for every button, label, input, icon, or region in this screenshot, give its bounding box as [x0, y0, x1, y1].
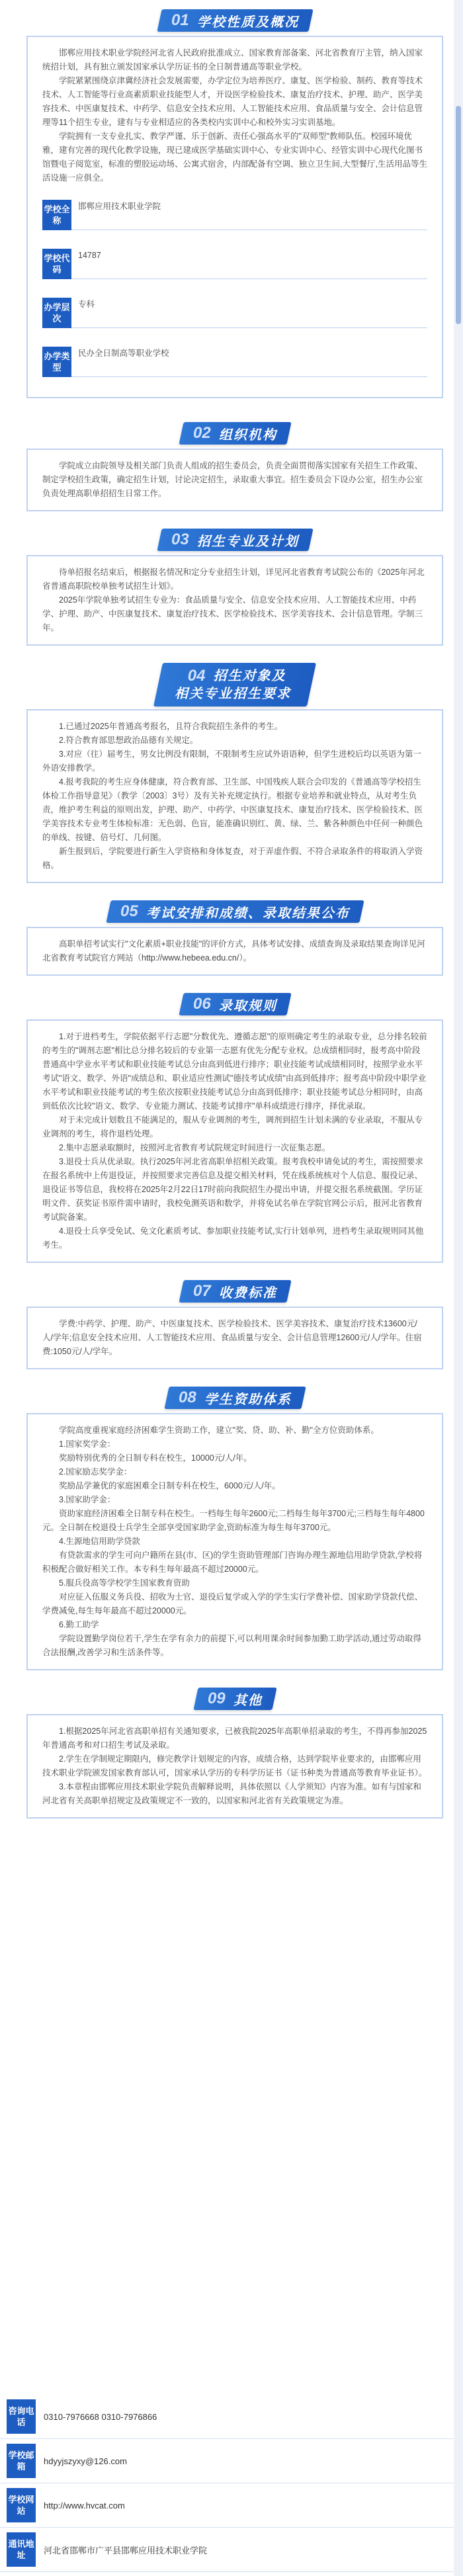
paragraph: 2025年学院单独考试招生专业为：食品质量与安全、信息安全技术应用、人工智能技术应用、中药学、护理、助产、中医康复技术、康复治疗技术、医学检验技术、医学美容技术、会计信息管理。学制三年。	[42, 595, 423, 632]
info-tag: 学校全称	[42, 200, 71, 230]
paragraph: 3.对应（往）届考生，男女比例没有限制，不限制考生应试外语语种，但学生进校后均以英语为第一外语安排教学。	[42, 750, 421, 773]
paragraph: 2.学生在学制规定期限内，修完教学计划规定的内容，成绩合格，达到学院毕业要求的，由邯郸应用技术职业学院颁发国家教育部认可，国家承认学历的专科学历证书（证书种类为普通高等教育毕业证书）。	[42, 1754, 427, 1778]
section-title-bar	[193, 1688, 276, 1710]
content-box	[26, 449, 443, 511]
section-title-bar	[157, 9, 313, 32]
paragraph: 3.本章程由邯郸应用技术职业学院负责解释说明，具体依照以《人学须知》内容为准。如有与国家和河北省有关高职单招规定及政策规定不一致的，以国家和河北省有关政策规定为准。	[42, 1782, 421, 1805]
section-title: 收费标准	[218, 1285, 277, 1301]
paragraph: 待单招报名结束后，根据报名情况和定分专业招生计划，详见河北省教育考试院公布的《2025年河北省普通高职院校单独考试招生计划》。	[42, 568, 425, 591]
section-title: 其他	[233, 1693, 263, 1708]
section-number: 03	[171, 531, 189, 548]
content-box	[26, 1413, 443, 1670]
section-number: 08	[178, 1389, 196, 1406]
phone-value[interactable]: 0310-7976668 0310-7976866	[44, 2411, 157, 2422]
paragraph: 5.服兵役高等学校学生国家教育资助	[59, 1578, 190, 1588]
paragraph: 邯郸应用技术职业学院经河北省人民政府批准成立、国家教育部备案、河北省教育厅主管，纳入国家统招计划，具有独立颁发国家承认学历证书的全日制普通高等职业学校。	[42, 48, 423, 71]
email-link[interactable]: hdyyjszyxy@126.com	[44, 2456, 127, 2466]
paragraph: 学院拥有一支专业扎实、教学严谨、乐于创新、责任心强高水平的"双师型"教师队伍。校园环境优雅，建有完善的现代化教学设施，现已建成医学基础实训中心、专业实训中心、经管实训中心现代化图书馆暨电子阅览室，标准的塑胶运动场、公寓式宿舍，内部配备有空调、独立卫生间,大型餐厅,生活用品等生活设施一应俱全。	[42, 132, 427, 183]
section-title-bar	[179, 422, 291, 445]
contact-row-address	[0, 2528, 463, 2572]
paragraph: 奖励特别优秀的全日制专科在校生，10000元/人/年。	[59, 1453, 252, 1463]
contact-tag: 学校邮箱	[7, 2444, 36, 2478]
section-title-bar	[157, 529, 313, 551]
section-heading	[26, 1383, 443, 1413]
paragraph: 学费:中药学、护理、助产、中医康复技术、医学检验技术、医学美容技术、康复治疗技术13600元/人/学年;信息安全技术应用、人工智能技术应用、食品质量与安全、会计信息管理12600元/人/学年。住宿费:1050元/人/学年。	[42, 1319, 422, 1356]
section-applicants-requirements	[26, 660, 443, 883]
info-value: 民办全日制高等职业学校	[71, 347, 427, 377]
section-heading	[26, 1684, 443, 1714]
section-title: 录取规则	[218, 998, 277, 1013]
section-number: 07	[192, 1282, 211, 1300]
paragraph: 资助家庭经济困难全日制专科在校生。一档每生每年2600元;二档每生每年3700元;三档每生每年4800元。全日制在校退役士兵学生全部享受国家助学金,资助标准为每生每年3700元。	[42, 1509, 425, 1532]
section-other	[26, 1684, 443, 1819]
paragraph: 学院成立由院领导及相关部门负责人组成的招生委员会，负责全面贯彻落实国家有关招生工作政策、制定学校招生政策，确定招生计划，讨论决定招生，录取重大事宜。招生委员会下设办公室，招生办公室负责处理高职单招招生日常工作。	[42, 461, 423, 498]
scrollbar-track[interactable]	[454, 0, 463, 2576]
section-heading	[26, 525, 443, 555]
paragraph: 6.勤工助学	[59, 1620, 99, 1629]
section-heading	[26, 1276, 443, 1307]
content-box	[26, 709, 443, 883]
section-heading	[26, 660, 443, 709]
info-value: 邯郸应用技术职业学院	[71, 200, 427, 230]
section-title-bar	[153, 663, 316, 707]
content-box	[26, 1307, 443, 1369]
paragraph: 3.国家助学金：	[59, 1495, 116, 1504]
contact-row-email	[0, 2439, 463, 2483]
contact-row-phone	[0, 2395, 463, 2439]
contact-tag: 学校网站	[7, 2488, 36, 2522]
paragraph: 学院设置勤学岗位若干,学生在学有余力的前提下,可以利用课余时间参加勤工助学活动,通过劳动取得合法报酬,改善学习和生活条件等。	[42, 1634, 421, 1657]
section-title-bar	[179, 1280, 291, 1303]
paragraph: 1.根据2025年河北省高职单招有关通知要求，已被我院2025年高职单招录取的考生，不得再参加2025年普通高考和对口招生考试及录取。	[42, 1727, 427, 1750]
section-heading	[26, 896, 443, 927]
section-heading	[26, 418, 443, 449]
section-fees	[26, 1276, 443, 1369]
section-title-line	[187, 667, 286, 685]
contact-row-website	[0, 2483, 463, 2528]
section-number: 04	[187, 667, 206, 685]
section-title: 组织机构	[218, 427, 277, 443]
paragraph: 学院紧紧围绕京津冀经济社会发展需要，办学定位为培养医疗、康复、医学检验、制药、教育等技术技术、人工智能等行业高素质职业技能型人才，开设医学检验技术、康复治疗技术、护理、助产、医学美容技术、中医康复技术、中药学、信息安全技术应用、人工智能技术应用、食品质量与安全、会计信息管理等11个招生专业，建有与专业相适应的各类校内实训中心和校外实习实训基地。	[42, 76, 423, 127]
section-title-bar	[106, 900, 364, 923]
section-title: 考试安排和成绩、录取结果公布	[146, 906, 350, 921]
info-row-full-name	[42, 200, 427, 230]
section-title-bar	[164, 1387, 306, 1409]
content-box	[26, 927, 443, 976]
info-value: 专科	[71, 298, 427, 328]
info-row-level	[42, 298, 427, 328]
paragraph: 学院高度重视家庭经济困难学生资助工作，建立"奖、贷、助、补、勤"全方位资助体系。	[59, 1426, 379, 1435]
info-tag: 学校代码	[42, 249, 71, 279]
paragraph: 4.报考我院的考生应身体健康，符合教育部、卫生部、中国残疾人联合会印发的《普通高等学校招生体检工作指导意见》（教学〔2003〕3号）及有关补充规定执行。根据专业培养和就业特点，从对考生负责，维护考生利益的原则出发，护理、助产、中药学、中医康复技术、康复治疗技术、医学检验技术、医学美容技术专业考生体检标准：无色弱、色盲，能准确识别红、黄、绿、兰、紫各种颜色中任何一种颜色的单线、按键、倍号灯、几何图。	[42, 777, 423, 842]
section-title: 学校性质及概况	[196, 15, 299, 30]
paragraph: 3.退役士兵从优录取。执行2025年河北省高职单招相关政策。报考我校申请免试的考生，需按照要求在报名系统中上传退役证，并按照要求完善信息及提交相关材料，凭在线系统核对个人信息、服役记录、退役证书等信息，我校将在2025年2月22日17时前向我院招生办提出申请，并提交报名系统截图。学历证明文件、获奖证书原件需申请时，我校免测英语和数学，并将免试名单在学院官网公示后，报河北省教育考试院备案。	[42, 1157, 423, 1222]
section-number: 09	[207, 1690, 226, 1707]
paragraph: 2.集中志愿录取额时，按照河北省教育考试院规定时间进行一次征集志愿。	[59, 1143, 331, 1152]
section-title: 招生专业及计划	[196, 534, 299, 549]
content-box	[26, 1019, 443, 1263]
section-title: 招生对象及	[213, 669, 286, 683]
paragraph: 新生报到后，学院要进行新生入学资格和身体复查，对于弄虚作假、不符合录取条件的将取消入学资格。	[42, 847, 423, 870]
section-title-bar	[179, 993, 291, 1015]
section-organization	[26, 418, 443, 511]
section-heading	[26, 989, 443, 1019]
section-student-aid	[26, 1383, 443, 1670]
paragraph: 2.符合教育部思想政治品德有关规定。	[59, 736, 198, 745]
paragraph: 奖励品学兼优的家庭困难全日制专科在校生，6000元/人/年。	[59, 1481, 280, 1490]
section-number: 02	[192, 424, 211, 442]
content-box	[26, 555, 443, 646]
paragraph: 2.国家励志奖学金：	[59, 1467, 132, 1477]
website-link[interactable]: http://www.hvcat.com	[44, 2500, 125, 2511]
paragraph: 对应征入伍服义务兵役、招收为士官、退役后复学或入学的学生实行学费补偿、国家助学贷款代偿、学费减免,每生每年最高不超过20000元。	[42, 1592, 423, 1615]
info-row-code	[42, 249, 427, 279]
section-number: 06	[192, 995, 211, 1013]
paragraph: 1.国家奖学金：	[59, 1439, 116, 1449]
address-value: 河北省邯郸市广平县邯郸应用技术职业学院	[44, 2545, 208, 2555]
paragraph: 1.已通过2025年普通高考报名，且符合我院招生条件的考生。	[59, 722, 283, 731]
contact-tag: 通讯地址	[7, 2532, 36, 2567]
section-title: 学生资助体系	[204, 1392, 292, 1407]
contact-footer	[0, 2395, 463, 2572]
info-tag: 办学类型	[42, 347, 71, 377]
paragraph: 有贷款需求的学生可向户籍所在县(市、区)的学生资助管理部门咨询办理生源地信用助学贷款,学校将积极配合做好相关工作。本专科生每年最高不超过20000元。	[42, 1551, 423, 1574]
info-value: 14787	[71, 249, 427, 279]
info-tag: 办学层次	[42, 298, 71, 328]
section-admission-rules	[26, 989, 443, 1263]
scrollbar-thumb[interactable]	[456, 106, 461, 324]
paragraph: 4.生源地信用助学贷款	[59, 1537, 140, 1546]
section-majors-plan	[26, 525, 443, 646]
paragraph: 4.退役士兵享受免试、免文化素质考试、参加职业技能考试,实行计划单列，进档考生录取规则同其他考生。	[42, 1226, 424, 1250]
section-exam-results	[26, 896, 443, 976]
paragraph: 高职单招考试实行"文化素质+职业技能"的评价方式，具体考试安排、成绩查询及录取结果查询详见河北省教育考试院官方网站（http://www.hebeea.edu.cn/）。	[42, 939, 425, 963]
content-box	[26, 36, 443, 398]
info-row-type	[42, 347, 427, 377]
section-subtitle: 相关专业招生要求	[175, 687, 292, 701]
section-heading	[26, 5, 443, 36]
section-number: 01	[171, 11, 189, 29]
paragraph: 1.对于进档考生，学院依据平行志愿"分数优先、遵循志愿"的原则确定考生的录取专业，总分排名较前的考生的"调剂志愿"相比总分排名较后的专业第一志愿有优先分配专业权。总成绩相同时，报考高中阶段普通高中学业水平考试和职业技能考试总分由高到低进行排序；职业技能考试成绩相同时，按照学业水平考试"语文、数学、外语"成绩总和、职业适应性测试"德技考试成绩"由高到低排序；报考高中阶段中职学业水平考试和职业技能考试的考生依次按职业技能考试总分由高到低排序；职业技能考试总分相同时，由高到低依次比较"语文、数学、专业能力测试、技能考试排序"单科成绩进行排序，择优录取。	[42, 1032, 427, 1111]
section-school-profile	[26, 5, 443, 398]
paragraph: 对于未完成计划数且不能满足的，服从专业调剂的考生，调剂到招生计划未满的专业录取，不服从专业调剂的考生，将作退档处理。	[42, 1115, 423, 1138]
contact-tag: 咨询电话	[7, 2399, 36, 2434]
content-box	[26, 1714, 443, 1819]
section-number: 05	[120, 902, 138, 920]
